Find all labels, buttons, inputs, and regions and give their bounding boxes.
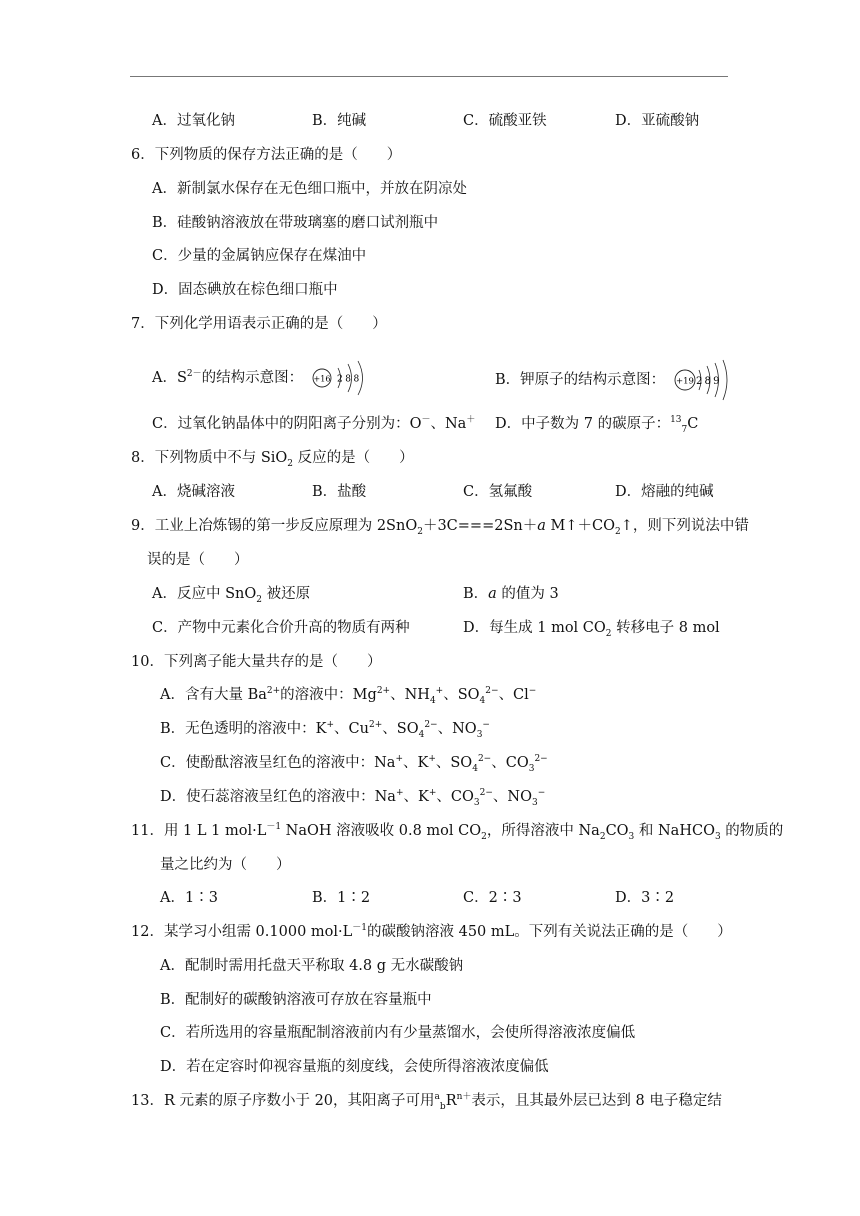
q5-option-c: C．硫酸亚铁 (463, 113, 547, 129)
q8-option-d: D．熔融的纯碱 (615, 484, 714, 500)
q10-option-c: C．使酚酞溶液呈红色的溶液中：Na+、K+、$SO_4^{2-}$、$CO_3^{2-}$ (160, 754, 548, 774)
q9-option-c: C．产物中元素化合价升高的物质有两种 (152, 620, 410, 636)
q8-option-c: C．氢氟酸 (463, 484, 533, 500)
q11-option-c: C．2∶3 (463, 890, 522, 906)
q13-stem: 13．R 元素的原子序数小于 20，其阳离子可用$^a_bR^{n+}$表示，且其最外层已达到 8 电子稳定结 (131, 1092, 722, 1112)
svg-text:289: 289 (695, 376, 722, 387)
q12-option-d: D．若在定容时仰视容量瓶的刻度线，会使所得溶液浓度偏低 (160, 1059, 549, 1075)
q7-option-c: C．过氧化钠晶体中的阴阳离子分别为：O－、Na＋ (152, 415, 476, 432)
q10-option-d: D．使石蕊溶液呈红色的溶液中：Na+、K+、$CO_3^{2-}$、$NO_3^-$ (160, 788, 546, 808)
q6-option-a: A．新制氯水保存在无色细口瓶中，并放在阴凉处 (152, 181, 467, 197)
q12-stem: 12．某学习小组需 0.1000 $mol\cdot L^{-1}$的碳酸钠溶液 450 mL。下列有关说法正确的是（ ） (131, 923, 732, 940)
svg-text:+19: +19 (675, 376, 694, 387)
q10-stem: 10．下列离子能大量共存的是（ ） (131, 654, 382, 670)
svg-text:288: 288 (336, 374, 362, 385)
q6-option-c: C．少量的金属钠应保存在煤油中 (152, 248, 367, 264)
q6-stem: 6．下列物质的保存方法正确的是（ ） (131, 147, 402, 163)
q11-option-d: D．3∶2 (615, 890, 675, 906)
q7-stem: 7．下列化学用语表示正确的是（ ） (131, 316, 387, 332)
q8-option-a: A．烧碱溶液 (152, 484, 235, 500)
header-rule (130, 76, 728, 77)
q11-stem-line2: 量之比约为（ ） (160, 857, 291, 873)
q7-option-b: B．钾原子的结构示意图： +19 289 (495, 358, 734, 402)
q7-option-a: A．$S^{2-}$的结构示意图： +16 288 (152, 358, 382, 398)
potassium-atom-structure-diagram (672, 358, 732, 402)
q10-option-b: B．无色透明的溶液中：K+、$Cu^{2+}$、$SO_4^{2-}$、$NO_3^-$ (160, 720, 490, 740)
q11-option-a: A．1∶3 (160, 890, 218, 906)
q12-option-b: B．配制好的碳酸钠溶液可存放在容量瓶中 (160, 992, 432, 1008)
q12-option-a: A．配制时需用托盘天平称取 4.8 g 无水碳酸钠 (160, 958, 464, 974)
q9-option-b: B．a 的值为 3 (463, 586, 559, 602)
svg-text:+16: +16 (313, 374, 331, 384)
q6-option-b: B．硅酸钠溶液放在带玻璃塞的磨口试剂瓶中 (152, 215, 439, 231)
q6-option-d: D．固态碘放在棕色细口瓶中 (152, 282, 338, 298)
q9-option-a: A．反应中 SnO$_2$ 被还原 (152, 586, 311, 605)
q5-option-a: A．过氧化钠 (152, 113, 235, 129)
q5-option-d: D．亚硫酸钠 (615, 113, 700, 129)
q12-option-c: C．若所选用的容量瓶配制溶液前内有少量蒸馏水，会使所得溶液浓度偏低 (160, 1025, 636, 1041)
q9-stem-line2: 误的是（ ） (147, 552, 249, 568)
q10-option-a: A．含有大量 $Ba^{2+}$的溶液中：$Mg^{2+}$、$NH_4^+$、$SO_4^{2-}$、Cl− (160, 686, 537, 706)
q5-option-b: B．纯碱 (312, 113, 367, 129)
sulfide-ion-structure-diagram (310, 358, 380, 398)
q9-stem-line1: 9．工业上冶炼锡的第一步反应原理为 2SnO$_2$＋3C===2Sn＋a $M↑+CO_2↑$，则下列说法中错 (131, 518, 749, 537)
q8-stem: 8．下列物质中不与 SiO$_2$ 反应的是（ ） (131, 450, 414, 469)
q9-option-d: D．每生成 1 mol $CO_2$ 转移电子 8 mol (463, 620, 720, 639)
q11-stem-line1: 11．用 1 L 1 $mol\cdot L^{-1}$ NaOH 溶液吸收 0.8 mol $CO_2$，所得溶液中 $Na_2CO_3$ 和 NaHCO$_3$ 的物质的 (131, 822, 784, 842)
q11-option-b: B．1∶2 (312, 890, 371, 906)
q8-option-b: B．盐酸 (312, 484, 367, 500)
q7-option-d: D．中子数为 7 的碳原子：$^{13}_7$C (495, 415, 699, 435)
